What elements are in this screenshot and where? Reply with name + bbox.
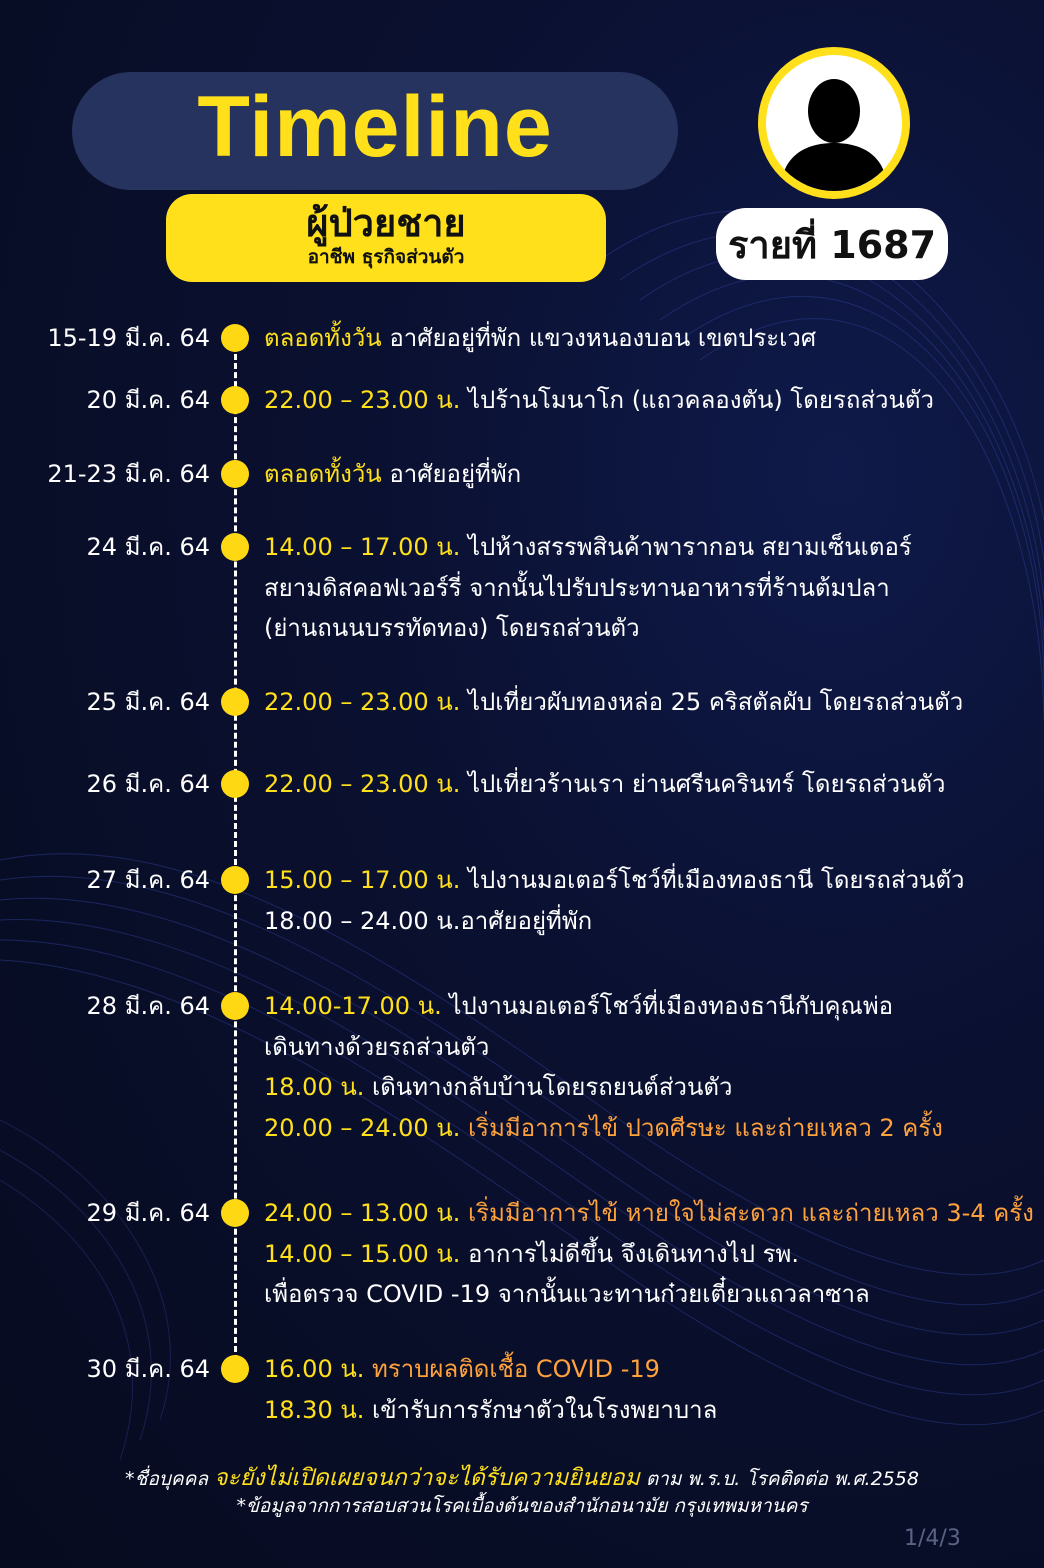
- entry-line: [264, 901, 1024, 942]
- activity-text: ไปเที่ยวผับทองหล่อ 25 คริสตัลผับ โดยรถส่วนตัว: [460, 688, 964, 716]
- entry-details: [264, 682, 1024, 723]
- entry-line: [264, 568, 1024, 609]
- patient-banner: [166, 194, 606, 282]
- timeline-dot-icon: [221, 1355, 249, 1383]
- entry-details: [264, 1193, 1034, 1315]
- time-label: 20.00 – 24.00 น.: [264, 1113, 461, 1142]
- activity-text: เดินทางด้วยรถส่วนตัว: [264, 1032, 490, 1061]
- time-label: 18.30 น.: [264, 1395, 365, 1424]
- entry-line: [264, 986, 1024, 1027]
- entry-details: [264, 380, 1024, 421]
- timeline-dot-icon: [221, 324, 249, 352]
- entry-details: [264, 454, 1024, 495]
- time-label: 16.00 น.: [264, 1355, 365, 1383]
- time-label: 15.00 – 17.00 น.: [264, 866, 461, 894]
- activity-text: เพื่อตรวจ COVID -19 จากนั้นแวะทานก๋วยเตี๋ยวแถวลาซาล: [264, 1280, 870, 1308]
- entry-line: [264, 1193, 1034, 1234]
- timeline-dot-icon: [221, 688, 249, 716]
- title-banner: [72, 72, 678, 190]
- patient-gender: ผู้ป่วยชาย: [306, 201, 466, 245]
- entry-line: [264, 1274, 1024, 1315]
- entry-line: [264, 682, 1024, 723]
- timeline-dot-icon: [221, 1199, 249, 1227]
- entry-line: [264, 380, 1024, 421]
- entry-line: [264, 1027, 1024, 1068]
- entry-date: 28 มี.ค. 64: [86, 992, 210, 1020]
- entry-line: [264, 527, 1024, 568]
- activity-text: เข้ารับการรักษาตัวในโรงพยาบาล: [364, 1395, 718, 1424]
- timeline-dot-icon: [221, 770, 249, 798]
- timeline-dot-icon: [221, 460, 249, 488]
- activity-text: ไปงานมอเตอร์โชว์ที่เมืองทองธานี โดยรถส่วนตัว: [460, 866, 965, 894]
- footer-note-1: *ชื่อบุคคล จะยังไม่เปิดเผยจนกว่าจะได้รับความยินยอม ตาม พ.ร.บ. โรคติดต่อ พ.ศ.2558: [125, 1465, 919, 1491]
- timeline-dot-icon: [221, 533, 249, 561]
- activity-text: (ย่านถนนบรรทัดทอง) โดยรถส่วนตัว: [264, 614, 640, 642]
- activity-text: เดินทางกลับบ้านโดยรถยนต์ส่วนตัว: [364, 1073, 733, 1101]
- time-label: 18.00 น.: [264, 1073, 365, 1101]
- activity-text: 18.00 – 24.00 น.อาศัยอยู่ที่พัก: [264, 906, 593, 935]
- person-silhouette-icon: [758, 47, 910, 199]
- page-number: 1/4/3: [904, 1526, 961, 1551]
- symptom-text: เริ่มมีอาการไข้ หายใจไม่สะดวก และถ่ายเหลว 3-4 ครั้ง: [460, 1199, 1034, 1227]
- time-label: 14.00 – 15.00 น.: [264, 1239, 461, 1268]
- entry-date: 26 มี.ค. 64: [86, 770, 210, 798]
- entry-date: 29 มี.ค. 64: [86, 1199, 210, 1227]
- entry-line: [264, 608, 1024, 649]
- entry-date: 27 มี.ค. 64: [86, 866, 210, 894]
- time-label: 22.00 – 23.00 น.: [264, 386, 461, 414]
- activity-text: สยามดิสคอฟเวอร์รี่ จากนั้นไปรับประทานอาหารที่ร้านต้มปลา: [264, 573, 890, 602]
- entry-date: 20 มี.ค. 64: [86, 386, 210, 414]
- entry-line: [264, 454, 1024, 495]
- entry-details: [264, 986, 1024, 1148]
- entry-date: 25 มี.ค. 64: [86, 688, 210, 716]
- case-number-badge: [716, 208, 948, 280]
- entry-date: 30 มี.ค. 64: [86, 1355, 210, 1383]
- page-title: Timeline: [197, 78, 553, 175]
- activity-text: ไปร้านโมนาโก (แถวคลองตัน) โดยรถส่วนตัว: [460, 386, 934, 414]
- entry-line: [264, 764, 1024, 805]
- entry-line: [264, 1108, 1024, 1149]
- timeline-dot-icon: [221, 992, 249, 1020]
- time-label: ตลอดทั้งวัน: [264, 460, 382, 488]
- symptom-text: เริ่มมีอาการไข้ ปวดศีรษะ และถ่ายเหลว 2 ครั้ง: [460, 1113, 943, 1142]
- entry-date: 24 มี.ค. 64: [86, 533, 210, 561]
- footer-note-2: *ข้อมูลจากการสอบสวนโรคเบื้องต้นของสำนักอนามัย กรุงเทพมหานคร: [236, 1495, 808, 1517]
- symptom-text: ทราบผลติดเชื้อ COVID -19: [364, 1355, 660, 1383]
- time-label: 22.00 – 23.00 น.: [264, 770, 461, 798]
- entry-details: [264, 764, 1024, 805]
- patient-occupation: อาชีพ ธุรกิจส่วนตัว: [307, 246, 465, 268]
- time-label: ตลอดทั้งวัน: [264, 324, 382, 352]
- activity-text: ไปงานมอเตอร์โชว์ที่เมืองทองธานีกับคุณพ่อ: [441, 992, 894, 1020]
- activity-text: ไปห้างสรรพสินค้าพารากอน สยามเซ็นเตอร์: [460, 533, 912, 561]
- activity-text: ไปเที่ยวร้านเรา ย่านศรีนครินทร์ โดยรถส่วนตัว: [460, 770, 946, 798]
- entry-line: [264, 1067, 1024, 1108]
- entry-line: [264, 318, 1024, 359]
- entry-details: [264, 318, 1024, 359]
- entry-details: [264, 1349, 1024, 1430]
- entry-details: [264, 527, 1024, 649]
- entry-line: [264, 1349, 1024, 1390]
- activity-text: อาศัยอยู่ที่พัก แขวงหนองบอน เขตประเวศ: [381, 324, 817, 352]
- entry-date: 15-19 มี.ค. 64: [47, 324, 210, 352]
- entry-details: [264, 860, 1024, 941]
- time-label: 22.00 – 23.00 น.: [264, 688, 461, 716]
- time-label: 14.00 – 17.00 น.: [264, 533, 461, 561]
- entry-line: [264, 860, 1024, 901]
- timeline-dot-icon: [221, 386, 249, 414]
- entry-date: 21-23 มี.ค. 64: [47, 460, 210, 488]
- timeline-dot-icon: [221, 866, 249, 894]
- time-label: 14.00-17.00 น.: [264, 992, 442, 1020]
- time-label: 24.00 – 13.00 น.: [264, 1199, 461, 1227]
- case-number: รายที่ 1687: [727, 222, 937, 267]
- entry-line: [264, 1234, 1024, 1275]
- activity-text: อาการไม่ดีขึ้น จึงเดินทางไป รพ.: [460, 1239, 799, 1268]
- activity-text: อาศัยอยู่ที่พัก: [381, 460, 522, 488]
- entry-line: [264, 1390, 1024, 1431]
